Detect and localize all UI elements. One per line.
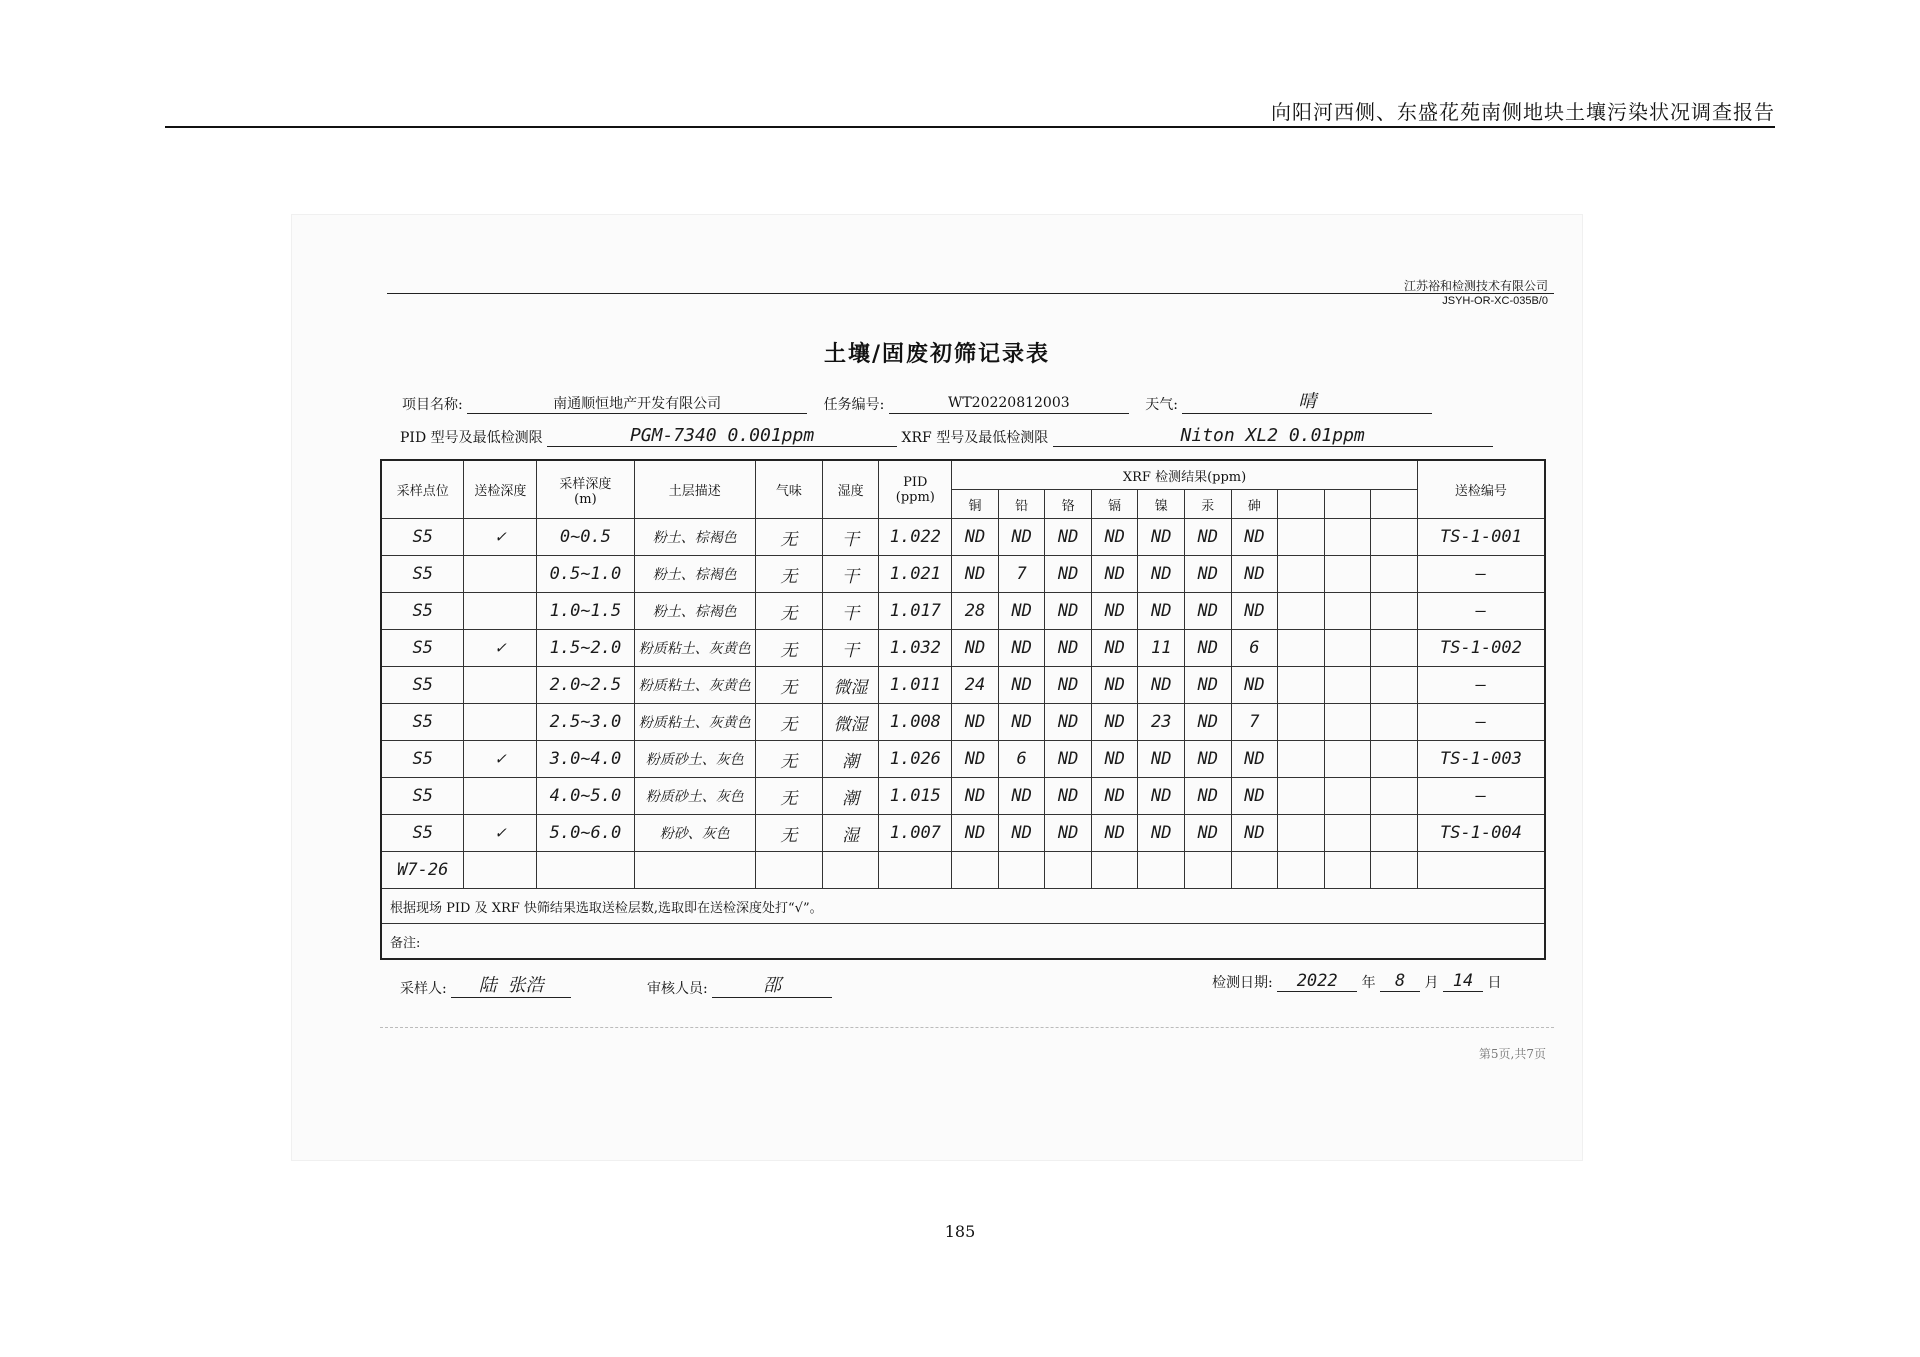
cell-site: S5 (381, 630, 464, 667)
date-year: 2022 (1277, 971, 1357, 992)
cell-copper: ND (952, 741, 999, 778)
cell-cadmium: ND (1091, 630, 1138, 667)
cell-mercury: ND (1185, 556, 1232, 593)
cell-blank (1324, 778, 1371, 815)
cell-soil: 粉土、棕褐色 (634, 556, 755, 593)
cell-sent-check (464, 593, 537, 630)
cell-lead: ND (998, 704, 1045, 741)
cell-lead: ND (998, 630, 1045, 667)
cell-humidity: 湿 (822, 815, 879, 852)
task-label: 任务编号: (823, 397, 885, 413)
cell-soil: 粉质砂土、灰色 (634, 741, 755, 778)
cell-sent-check: ✓ (464, 741, 537, 778)
cell-arsenic: ND (1231, 593, 1278, 630)
cell-site: S5 (381, 556, 464, 593)
cell-depth: 4.0~5.0 (537, 778, 634, 815)
date-label: 检测日期: (1212, 975, 1273, 991)
weather-label: 天气: (1145, 397, 1178, 413)
report-header (165, 92, 1775, 128)
cell-site: S5 (381, 741, 464, 778)
col-arsenic: 砷 (1231, 490, 1278, 519)
cell-humidity: 干 (822, 556, 879, 593)
cell-humidity: 干 (822, 630, 879, 667)
selection-note: 根据现场 PID 及 XRF 快筛结果选取送检层数,选取即在送检深度处打“√”。 (381, 889, 1545, 924)
cell-lead: ND (998, 519, 1045, 556)
date-month-unit: 月 (1424, 975, 1439, 991)
cell-chromium: ND (1045, 815, 1092, 852)
cell-nickel: ND (1138, 556, 1185, 593)
cell-chromium: ND (1045, 630, 1092, 667)
screening-table (380, 459, 1546, 960)
cell-arsenic: ND (1231, 667, 1278, 704)
cell-odor: 无 (755, 630, 822, 667)
cell-blank (1371, 815, 1418, 852)
cell-lead: ND (998, 593, 1045, 630)
cell-blank (1371, 667, 1418, 704)
cell-mercury: ND (1185, 741, 1232, 778)
col-cadmium: 镉 (1091, 490, 1138, 519)
date-day-unit: 日 (1487, 975, 1502, 991)
cell-arsenic: 6 (1231, 630, 1278, 667)
cell-blank (1324, 593, 1371, 630)
cell-blank (1278, 519, 1325, 556)
cell-odor: 无 (755, 519, 822, 556)
cell-chromium: ND (1045, 667, 1092, 704)
cell-lead (998, 852, 1045, 889)
project-line (402, 387, 1432, 414)
cell-nickel (1138, 852, 1185, 889)
cell-site: S5 (381, 815, 464, 852)
cell-copper: 24 (952, 667, 999, 704)
cell-pid: 1.026 (879, 741, 952, 778)
table-row (381, 778, 1545, 815)
note-row (381, 889, 1545, 924)
cell-cadmium: ND (1091, 519, 1138, 556)
cell-blank (1324, 667, 1371, 704)
cell-blank (1324, 852, 1371, 889)
remarks-row (381, 924, 1545, 960)
cell-sent-check (464, 704, 537, 741)
cell-sample-id: TS-1-003 (1417, 741, 1545, 778)
cell-blank (1278, 630, 1325, 667)
cell-humidity: 微湿 (822, 667, 879, 704)
cell-soil: 粉质砂土、灰色 (634, 778, 755, 815)
cell-lead: ND (998, 667, 1045, 704)
col-xrf-group: XRF 检测结果(ppm) (952, 460, 1418, 490)
cell-nickel: ND (1138, 667, 1185, 704)
sampler-label: 采样人: (400, 981, 447, 997)
cell-sample-id: TS-1-004 (1417, 815, 1545, 852)
cell-cadmium: ND (1091, 556, 1138, 593)
table-row (381, 556, 1545, 593)
pid-model-value: PGM-7340 0.001ppm (547, 425, 897, 447)
cell-blank (1324, 704, 1371, 741)
col-nickel: 镍 (1138, 490, 1185, 519)
cell-mercury: ND (1185, 815, 1232, 852)
cell-soil (634, 852, 755, 889)
task-value: WT20220812003 (889, 395, 1129, 414)
cell-sample-id: — (1417, 593, 1545, 630)
cell-depth (537, 852, 634, 889)
table-row (381, 630, 1545, 667)
cell-depth: 5.0~6.0 (537, 815, 634, 852)
reviewer-line (647, 971, 832, 998)
cell-nickel: 11 (1138, 630, 1185, 667)
cell-nickel: ND (1138, 778, 1185, 815)
cell-blank (1371, 778, 1418, 815)
cell-sent-check: ✓ (464, 519, 537, 556)
cell-mercury: ND (1185, 778, 1232, 815)
cell-pid: 1.022 (879, 519, 952, 556)
cell-arsenic: ND (1231, 556, 1278, 593)
date-line (1212, 971, 1501, 992)
cell-depth: 1.5~2.0 (537, 630, 634, 667)
cell-blank (1371, 593, 1418, 630)
cell-site: S5 (381, 519, 464, 556)
cell-odor: 无 (755, 667, 822, 704)
cell-depth: 0.5~1.0 (537, 556, 634, 593)
cell-pid: 1.008 (879, 704, 952, 741)
remarks-label: 备注: (381, 924, 1545, 960)
company-name: 江苏裕和检测技术有限公司 (1403, 279, 1548, 293)
col-sample-id: 送检编号 (1417, 460, 1545, 519)
cell-blank (1278, 852, 1325, 889)
col-pid: PID (ppm) (879, 460, 952, 519)
cell-pid: 1.021 (879, 556, 952, 593)
cell-nickel: 23 (1138, 704, 1185, 741)
cell-odor: 无 (755, 556, 822, 593)
cell-blank (1278, 667, 1325, 704)
cell-lead: 7 (998, 556, 1045, 593)
cell-chromium: ND (1045, 593, 1092, 630)
cell-arsenic: 7 (1231, 704, 1278, 741)
table-row (381, 667, 1545, 704)
cell-sample-id (1417, 852, 1545, 889)
cell-sample-id: — (1417, 556, 1545, 593)
cell-arsenic: ND (1231, 778, 1278, 815)
cell-sent-check (464, 852, 537, 889)
instrument-line (400, 425, 1493, 447)
company-rule (387, 293, 1554, 294)
cell-mercury: ND (1185, 593, 1232, 630)
cell-pid: 1.007 (879, 815, 952, 852)
cell-copper: ND (952, 815, 999, 852)
col-soil: 土层描述 (634, 460, 755, 519)
col-mercury: 汞 (1185, 490, 1232, 519)
col-chromium: 铬 (1045, 490, 1092, 519)
cell-blank (1371, 852, 1418, 889)
cell-chromium: ND (1045, 519, 1092, 556)
table-row (381, 815, 1545, 852)
page-number: 185 (944, 1222, 976, 1241)
cell-depth: 2.0~2.5 (537, 667, 634, 704)
cell-blank (1324, 741, 1371, 778)
cell-pid: 1.011 (879, 667, 952, 704)
col-blank (1278, 490, 1325, 519)
date-month: 8 (1380, 971, 1420, 992)
pid-label: PID 型号及最低检测限 (400, 430, 543, 446)
date-year-unit: 年 (1361, 975, 1376, 991)
cell-humidity: 潮 (822, 778, 879, 815)
cell-blank (1324, 815, 1371, 852)
cell-arsenic: ND (1231, 741, 1278, 778)
cell-blank (1278, 741, 1325, 778)
sampler-line (400, 971, 571, 998)
cell-humidity: 干 (822, 593, 879, 630)
col-lead: 铅 (998, 490, 1045, 519)
cell-soil: 粉砂、灰色 (634, 815, 755, 852)
cell-sent-check (464, 667, 537, 704)
reviewer-label: 审核人员: (647, 981, 708, 997)
cell-humidity: 干 (822, 519, 879, 556)
scanned-form (292, 215, 1582, 1160)
cell-odor: 无 (755, 815, 822, 852)
header-row-1 (381, 460, 1545, 490)
cell-mercury (1185, 852, 1232, 889)
cell-humidity: 潮 (822, 741, 879, 778)
cell-copper: ND (952, 704, 999, 741)
cell-depth: 0~0.5 (537, 519, 634, 556)
cell-lead: ND (998, 778, 1045, 815)
project-value: 南通顺恒地产开发有限公司 (467, 393, 807, 414)
table-row (381, 519, 1545, 556)
table-row (381, 741, 1545, 778)
date-day: 14 (1443, 971, 1483, 992)
cell-sent-check: ✓ (464, 815, 537, 852)
col-blank (1371, 490, 1418, 519)
cell-cadmium: ND (1091, 667, 1138, 704)
cell-copper: ND (952, 519, 999, 556)
cell-humidity: 微湿 (822, 704, 879, 741)
cell-odor: 无 (755, 593, 822, 630)
cell-nickel: ND (1138, 519, 1185, 556)
cell-blank (1278, 815, 1325, 852)
cell-blank (1278, 593, 1325, 630)
sampler-value: 陆 张浩 (451, 971, 571, 998)
xrf-model-value: Niton XL2 0.01ppm (1053, 425, 1493, 447)
cell-pid (879, 852, 952, 889)
col-site: 采样点位 (381, 460, 464, 519)
cell-soil: 粉土、棕褐色 (634, 519, 755, 556)
bottom-rule (380, 1027, 1554, 1028)
cell-site: S5 (381, 778, 464, 815)
cell-pid: 1.017 (879, 593, 952, 630)
cell-blank (1371, 556, 1418, 593)
cell-nickel: ND (1138, 593, 1185, 630)
cell-blank (1278, 778, 1325, 815)
cell-cadmium: ND (1091, 593, 1138, 630)
cell-arsenic (1231, 852, 1278, 889)
cell-blank (1371, 630, 1418, 667)
cell-chromium: ND (1045, 704, 1092, 741)
cell-copper (952, 852, 999, 889)
table-row (381, 704, 1545, 741)
cell-lead: 6 (998, 741, 1045, 778)
cell-arsenic: ND (1231, 815, 1278, 852)
cell-blank (1371, 704, 1418, 741)
report-title: 向阳河西侧、东盛花苑南侧地块土壤污染状况调查报告 (1271, 100, 1775, 124)
cell-cadmium: ND (1091, 704, 1138, 741)
cell-soil: 粉质粘土、灰黄色 (634, 630, 755, 667)
cell-sent-check (464, 778, 537, 815)
cell-copper: ND (952, 630, 999, 667)
cell-cadmium (1091, 852, 1138, 889)
cell-mercury: ND (1185, 630, 1232, 667)
cell-blank (1278, 556, 1325, 593)
cell-blank (1324, 630, 1371, 667)
cell-odor: 无 (755, 778, 822, 815)
cell-soil: 粉质粘土、灰黄色 (634, 667, 755, 704)
cell-site: S5 (381, 704, 464, 741)
cell-nickel: ND (1138, 741, 1185, 778)
cell-mercury: ND (1185, 667, 1232, 704)
cell-mercury: ND (1185, 704, 1232, 741)
cell-blank (1324, 519, 1371, 556)
cell-nickel: ND (1138, 815, 1185, 852)
cell-pid: 1.015 (879, 778, 952, 815)
project-label: 项目名称: (402, 397, 463, 413)
cell-blank (1371, 741, 1418, 778)
col-sent-depth: 送检深度 (464, 460, 537, 519)
table-row (381, 852, 1545, 889)
col-humidity: 湿度 (822, 460, 879, 519)
cell-sample-id: — (1417, 778, 1545, 815)
col-copper: 铜 (952, 490, 999, 519)
cell-humidity (822, 852, 879, 889)
cell-lead: ND (998, 815, 1045, 852)
table-row (381, 593, 1545, 630)
doc-number: JSYH-OR-XC-035B/0 (1442, 295, 1548, 307)
cell-odor: 无 (755, 741, 822, 778)
cell-depth: 2.5~3.0 (537, 704, 634, 741)
cell-chromium: ND (1045, 556, 1092, 593)
cell-site: S5 (381, 593, 464, 630)
table-body (381, 519, 1545, 889)
reviewer-value: 邵 (712, 971, 832, 998)
cell-cadmium: ND (1091, 741, 1138, 778)
cell-soil: 粉土、棕褐色 (634, 593, 755, 630)
cell-chromium (1045, 852, 1092, 889)
cell-blank (1278, 704, 1325, 741)
form-title: 土壤/固废初筛记录表 (823, 341, 1051, 367)
cell-site: W7-26 (381, 852, 464, 889)
cell-odor: 无 (755, 704, 822, 741)
col-depth: 采样深度 (m) (537, 460, 634, 519)
cell-sample-id: TS-1-001 (1417, 519, 1545, 556)
cell-sample-id: — (1417, 667, 1545, 704)
cell-mercury: ND (1185, 519, 1232, 556)
cell-chromium: ND (1045, 741, 1092, 778)
cell-chromium: ND (1045, 778, 1092, 815)
form-page-count: 第5页,共7页 (1478, 1047, 1546, 1061)
cell-cadmium: ND (1091, 778, 1138, 815)
cell-sample-id: — (1417, 704, 1545, 741)
cell-blank (1371, 519, 1418, 556)
cell-depth: 3.0~4.0 (537, 741, 634, 778)
cell-sent-check: ✓ (464, 630, 537, 667)
cell-copper: 28 (952, 593, 999, 630)
xrf-label: XRF 型号及最低检测限 (901, 430, 1049, 446)
cell-pid: 1.032 (879, 630, 952, 667)
cell-sent-check (464, 556, 537, 593)
cell-arsenic: ND (1231, 519, 1278, 556)
cell-copper: ND (952, 778, 999, 815)
cell-soil: 粉质粘土、灰黄色 (634, 704, 755, 741)
cell-blank (1324, 556, 1371, 593)
cell-site: S5 (381, 667, 464, 704)
col-blank (1324, 490, 1371, 519)
cell-cadmium: ND (1091, 815, 1138, 852)
col-odor: 气味 (755, 460, 822, 519)
weather-value: 晴 (1182, 387, 1432, 414)
cell-depth: 1.0~1.5 (537, 593, 634, 630)
cell-sample-id: TS-1-002 (1417, 630, 1545, 667)
cell-odor (755, 852, 822, 889)
cell-copper: ND (952, 556, 999, 593)
